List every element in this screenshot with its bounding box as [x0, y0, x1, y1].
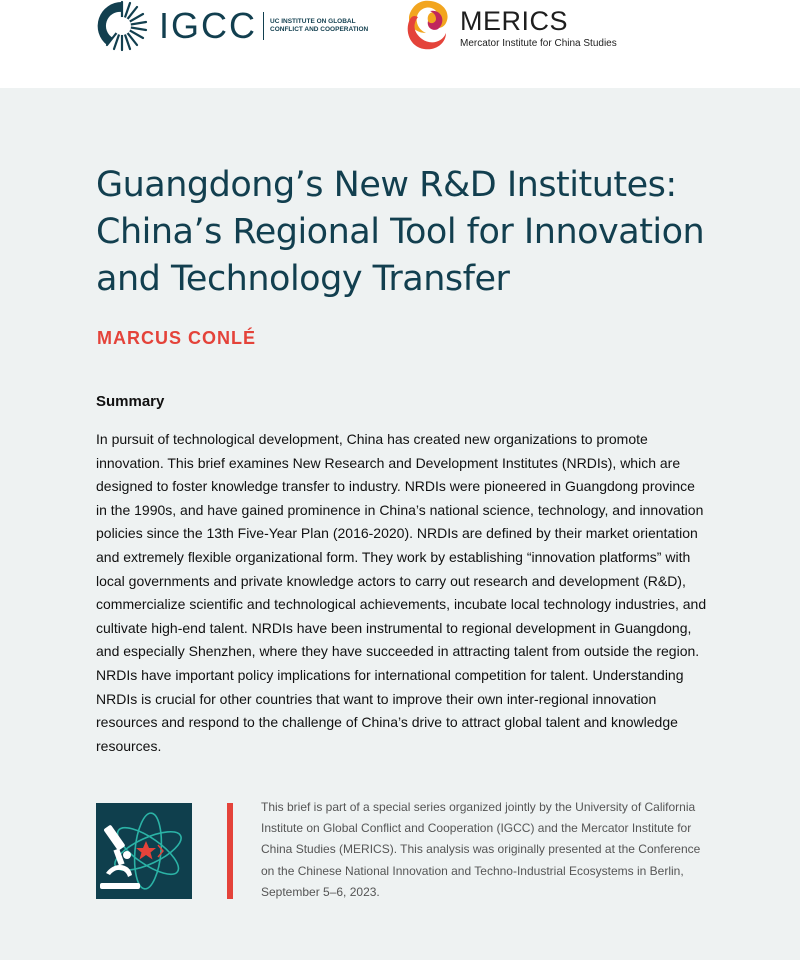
logo-divider [263, 12, 264, 40]
merics-swirl-icon [400, 0, 454, 53]
igcc-wordmark: IGCC [159, 5, 257, 46]
author-name: MARCUS CONLÉ [97, 328, 256, 348]
page-title: Guangdong’s New R&D Institutes: China’s Regional Tool for Innovation and Technology Transfer [96, 165, 705, 299]
summary-text: In pursuit of technological development, China has created new organizations to promote innovation. This brief examines New Research and Development Institutes (NRDIs), which are designed to foster knowledge transfer to industry. NRDIs were pioneered in Guangdong province in the 1990s, and have gained prominence in China’s national science, technology, and innovation policies since the 13th Five-Year Plan (2016-2020). NRDIs are defined by their market orientation and extremely flexible organizational form. They work by establishing “innovation platforms” with local governments and private knowledge actors to carry out research and development (R&D), commercialize scientific and technological achievements, incubate local technology industries, and cultivate high-end talent. NRDIs have been instrumental to regional development in Guangdong, and especially Shenzhen, where they have succeeded in attracting talent from outside the region. NRDIs have important policy implications for international competition for talent. Understanding NRDIs is crucial for other countries that want to improve their own inter-regional innovation resources and respond to the challenge of China’s drive to attract global talent and knowledge resources. [96, 431, 707, 754]
series-note: This brief is part of a special series organized jointly by the University of California Institute on Global Conflict and Cooperation (IGCC) and the Mercator Institute for China Studies (MERICS). This analysis was originally presented at the Conference on the Chinese National Innovation and Techno-Industrial Ecosystems in Berlin, September 5–6, 2023. [261, 800, 701, 899]
igcc-logo [95, 0, 380, 52]
merics-subtitle: Mercator Institute for China Studies [460, 37, 617, 49]
microscope-atom-icon [96, 803, 192, 899]
igcc-sunburst-icon [95, 0, 149, 53]
page-header [0, 0, 800, 88]
main-content [0, 88, 800, 960]
merics-wordmark: MERICS [460, 5, 569, 36]
igcc-subtitle: UC INSTITUTE ON GLOBAL CONFLICT AND COOPERATION [270, 17, 369, 33]
summary-heading: Summary [96, 393, 165, 410]
merics-logo [400, 0, 617, 52]
accent-divider [227, 803, 233, 899]
